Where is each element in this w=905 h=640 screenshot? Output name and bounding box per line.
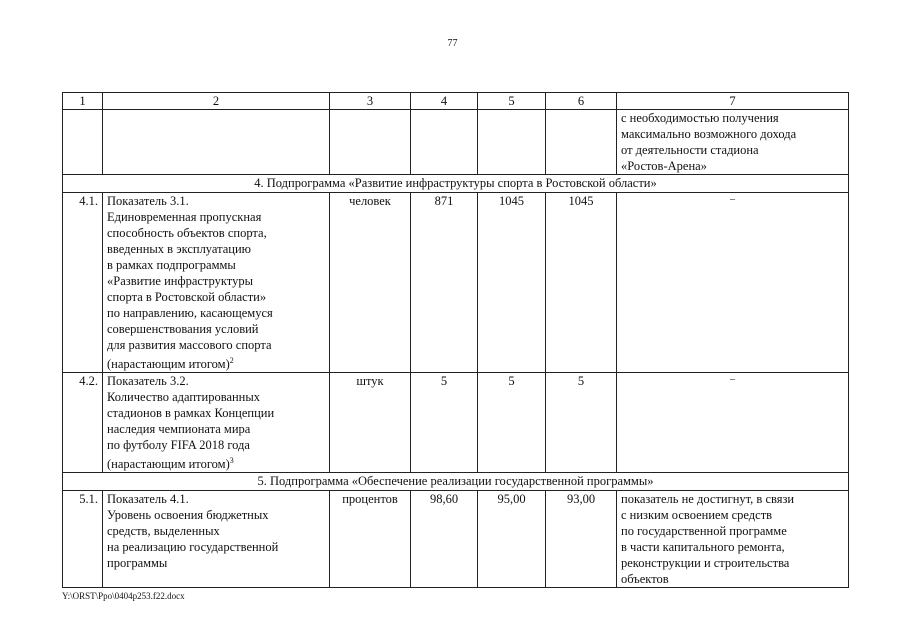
table-cell <box>546 110 617 175</box>
section-row <box>63 175 849 193</box>
column-header: 7 <box>617 93 849 110</box>
row-number: 5.1. <box>63 491 103 588</box>
note-dash: – <box>617 373 849 473</box>
value-col6: 93,00 <box>546 491 617 588</box>
continuation-note: с необходимостью получения максимально возможного дохода от деятельности стадиона «Ростов-Арена» <box>617 110 849 175</box>
value-col5: 5 <box>478 373 546 473</box>
indicator-name: Показатель 4.1. Уровень освоения бюджетных средств, выделенных на реализацию государственной программы <box>103 491 330 588</box>
section-title: 5. Подпрограмма «Обеспечение реализации государственной программы» <box>63 473 849 491</box>
row-number: 4.1. <box>63 193 103 373</box>
value-col4: 98,60 <box>411 491 478 588</box>
table-cell <box>478 110 546 175</box>
indicator-name: Показатель 3.1. Единовременная пропускная способность объектов спорта, введенных в эксплуатацию в рамках подпрограммы «Развитие инфраструктуры спорта в Ростовской области» по направлению, касающемуся совершенствования условий для развития массового спорта (нарастающим итогом) <box>107 194 273 372</box>
unit: процентов <box>330 491 411 588</box>
table-cell <box>411 110 478 175</box>
column-header: 2 <box>103 93 330 110</box>
value-col4: 871 <box>411 193 478 373</box>
column-header: 4 <box>411 93 478 110</box>
page-number: 77 <box>447 38 458 49</box>
indicator-name: Показатель 3.2. Количество адаптированных стадионов в рамках Концепции наследия чемпионата мира по футболу FIFA 2018 года (нарастающим итогом) <box>107 374 275 472</box>
indicator-name-cell <box>103 373 330 473</box>
table-row <box>63 110 849 175</box>
table-cell <box>330 110 411 175</box>
value-col6: 5 <box>546 373 617 473</box>
column-header: 1 <box>63 93 103 110</box>
unit: штук <box>330 373 411 473</box>
table-row <box>63 193 849 373</box>
value-col4: 5 <box>411 373 478 473</box>
value-col5: 1045 <box>478 193 546 373</box>
footnote-mark: 2 <box>229 356 234 365</box>
row-number: 4.2. <box>63 373 103 473</box>
table-cell <box>63 110 103 175</box>
footnote-mark: 3 <box>229 456 234 466</box>
column-header: 5 <box>478 93 546 110</box>
indicator-name-cell <box>103 193 330 373</box>
note-dash: – <box>617 193 849 373</box>
section-row <box>63 473 849 491</box>
section-title: 4. Подпрограмма «Развитие инфраструктуры спорта в Ростовской области» <box>63 175 849 193</box>
column-header: 6 <box>546 93 617 110</box>
note: показатель не достигнут, в связи с низким освоением средств по государственной программе в части капитального ремонта, реконструкции и строительства объектов <box>617 491 849 588</box>
unit: человек <box>330 193 411 373</box>
table-row <box>63 373 849 473</box>
table-header-row <box>63 93 849 110</box>
file-path-footer: Y:\ORST\Ppo\0404p253.f22.docx <box>62 591 185 601</box>
table-cell <box>103 110 330 175</box>
value-col6: 1045 <box>546 193 617 373</box>
column-header: 3 <box>330 93 411 110</box>
table-row <box>63 491 849 588</box>
value-col5: 95,00 <box>478 491 546 588</box>
indicators-table <box>62 92 849 588</box>
